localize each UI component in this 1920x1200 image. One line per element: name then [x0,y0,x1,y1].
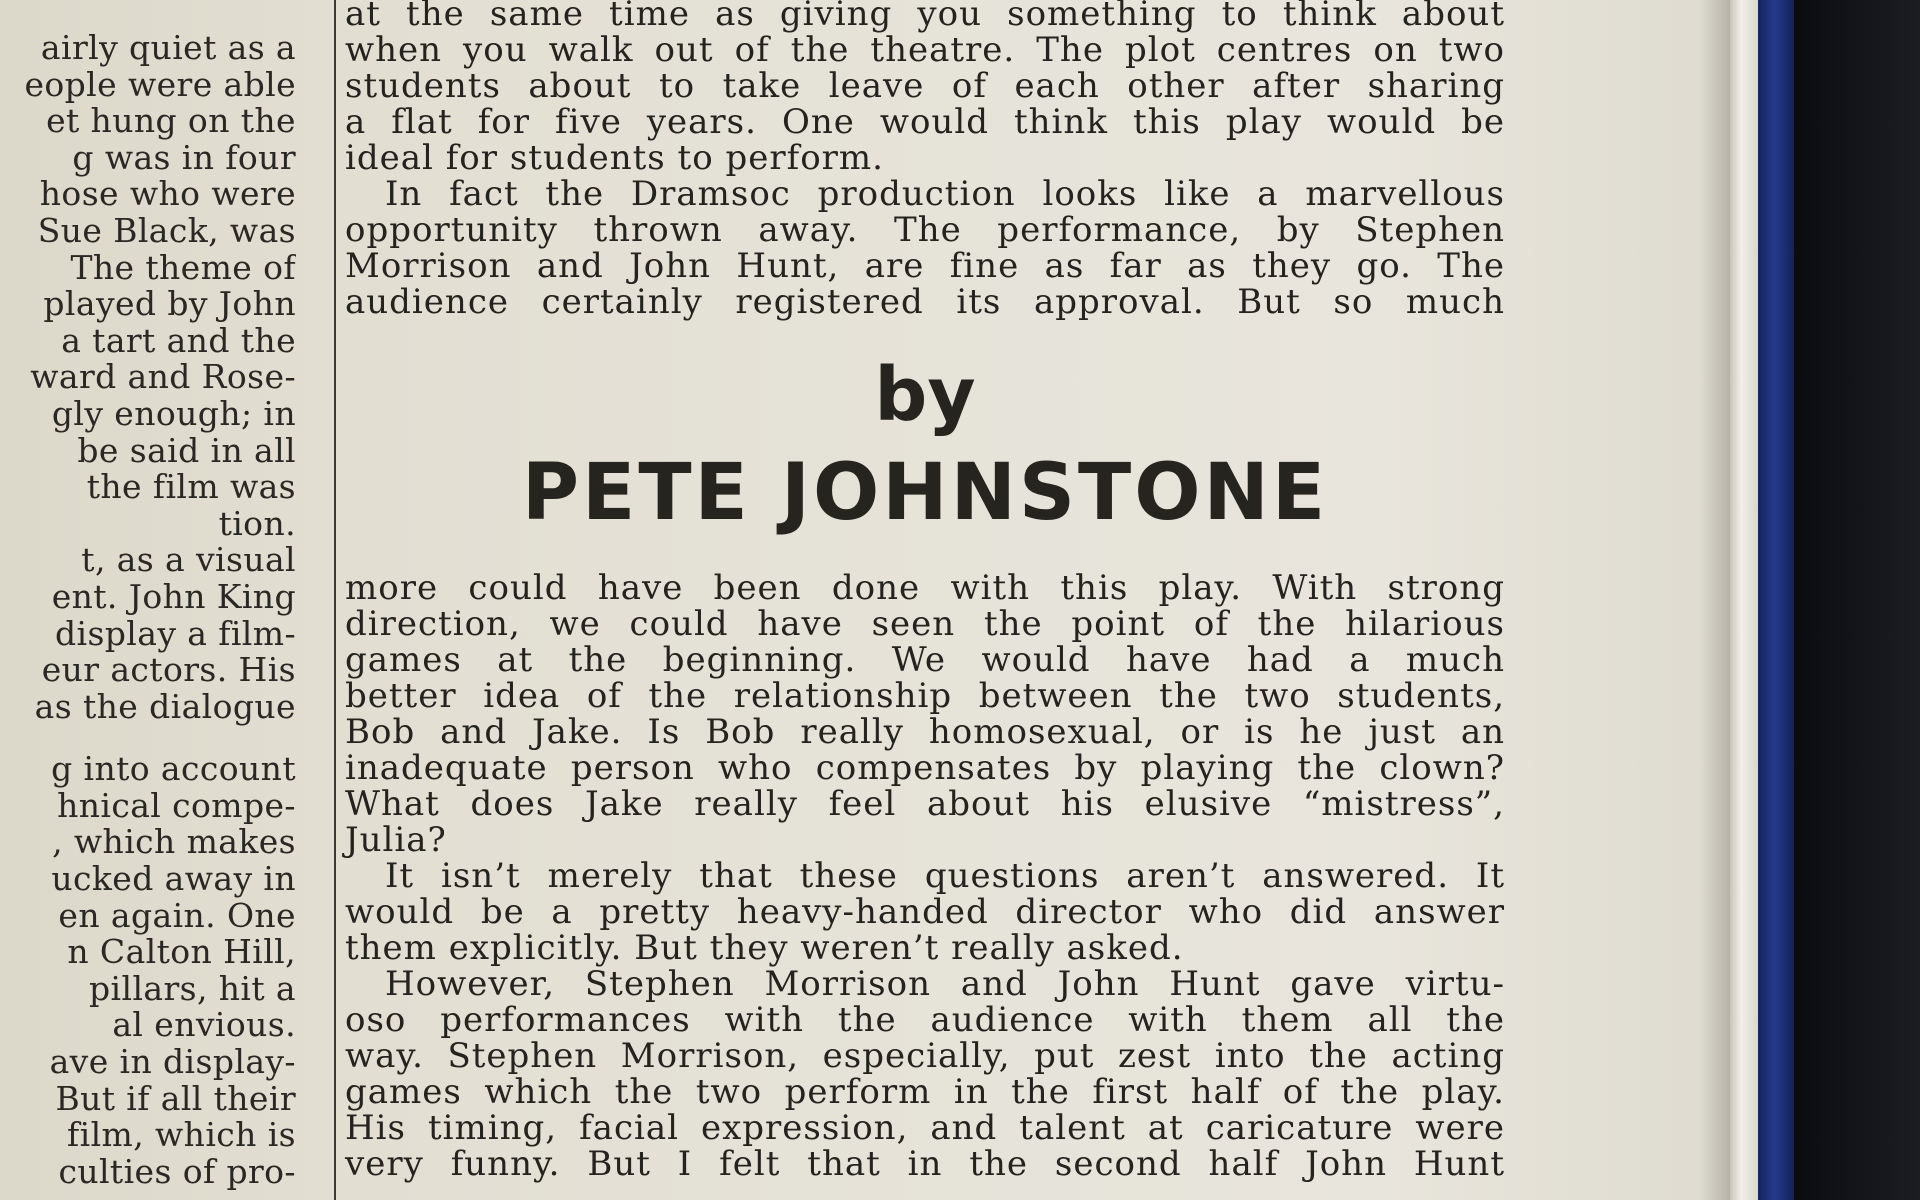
left-column-line: played by John [43,284,296,324]
left-column-line: hnical compe- [57,785,296,825]
left-column-line: The theme of [70,247,296,287]
article-line: them explicitly. But they weren’t really asked. [345,928,1184,968]
article-line: at the same time as giving you something to think about [345,0,1505,34]
article-line: Julia? [345,820,447,860]
article-top-paragraphs [345,0,1505,320]
left-column-line: pillars, hit a [89,968,296,1008]
left-column-line: en again. One [58,895,296,935]
left-column-line: eople were able [24,64,296,104]
article-line: audience certainly registered its approval. But so much [345,282,1505,322]
column-divider [334,0,336,1200]
article-line: students about to take leave of each other after sharing [345,66,1505,106]
blue-binding [1758,0,1794,1200]
left-column-line: film, which is [67,1115,296,1155]
article-line: Morrison and John Hunt, are fine as far as they go. The [345,246,1505,286]
byline-author: PETE JOHNSTONE [521,448,1329,538]
article-line: better idea of the relationship between the two students, [345,676,1505,716]
left-column-line: airly quiet as a [40,30,296,67]
left-column-line: eur actors. His [41,650,296,690]
article-line: games at the beginning. We would have had a much [345,640,1505,680]
article-line: direction, we could have seen the point of the hilarious [345,604,1505,644]
left-column-line: g into account [51,749,296,789]
left-column-line: et hung on the [46,101,296,141]
left-column-line: tion. [218,503,296,543]
left-column-line: ent. John King [51,576,296,616]
dark-backdrop [1794,0,1920,1200]
article-line: What does Jake really feel about his elusive “mistress”, [345,784,1505,824]
article-line: oso performances with the audience with them all the [345,1000,1505,1040]
left-column-text [0,30,296,1190]
article-line: His timing, facial expression, and talent at caricature were [345,1108,1505,1148]
article-line: more could have been done with this play. With strong [345,568,1505,608]
left-column-line: gly enough; in [51,393,296,433]
article-line: It isn’t merely that these questions aren’t answered. It [385,856,1505,896]
left-column-line: ucked away in [51,859,296,899]
article-line: ideal for students to perform. [345,138,884,178]
page-edge [1730,0,1758,1200]
left-column-line: But if all their [55,1078,296,1118]
article-line: very funny. But I felt that in the second half John Hunt [345,1144,1505,1184]
article-line: inadequate person who compensates by playing the clown? [345,748,1505,788]
left-column-line: n Calton Hill, [67,932,296,972]
article-line: a flat for five years. One would think this play would be [345,102,1505,142]
left-column-line: ward and Rose- [30,357,296,397]
article-line: opportunity thrown away. The performance, by Stephen [345,210,1505,250]
left-column-line: culties of pro- [58,1151,296,1191]
left-column-line: g was in four [72,137,296,177]
left-column-line: the film was [86,467,296,507]
article-line: way. Stephen Morrison, especially, put zest into the acting [345,1036,1505,1076]
article-line: would be a pretty heavy-handed director who did answer [345,892,1505,932]
left-column-line: as the dialogue [34,686,296,726]
article-line: In fact the Dramsoc production looks like a marvellous [385,174,1505,214]
left-column-line: Sue Black, was [37,210,296,250]
article-line: Bob and Jake. Is Bob really homosexual, or is he just an [345,712,1505,752]
left-column-line: t, as a visual [81,540,296,580]
article-line: when you walk out of the theatre. The plot centres on two [345,30,1505,70]
byline-by: by [874,352,976,438]
article-bottom-paragraphs [345,570,1505,1182]
left-column-line: be said in all [77,430,296,470]
left-column-line: , which makes [52,822,296,862]
article-line: However, Stephen Morrison and John Hunt gave virtu- [385,964,1505,1004]
left-column-line: hose who were [39,174,296,214]
page-gutter-shadow [1700,0,1730,1200]
left-column-line: display a film- [54,613,296,653]
left-column-line: ave in display- [49,1042,296,1082]
left-column-gap [0,725,296,751]
left-column-line: al envious. [112,1005,296,1045]
left-column-line: a tart and the [61,320,296,360]
article-line: games which the two perform in the first half of the play. [345,1072,1505,1112]
